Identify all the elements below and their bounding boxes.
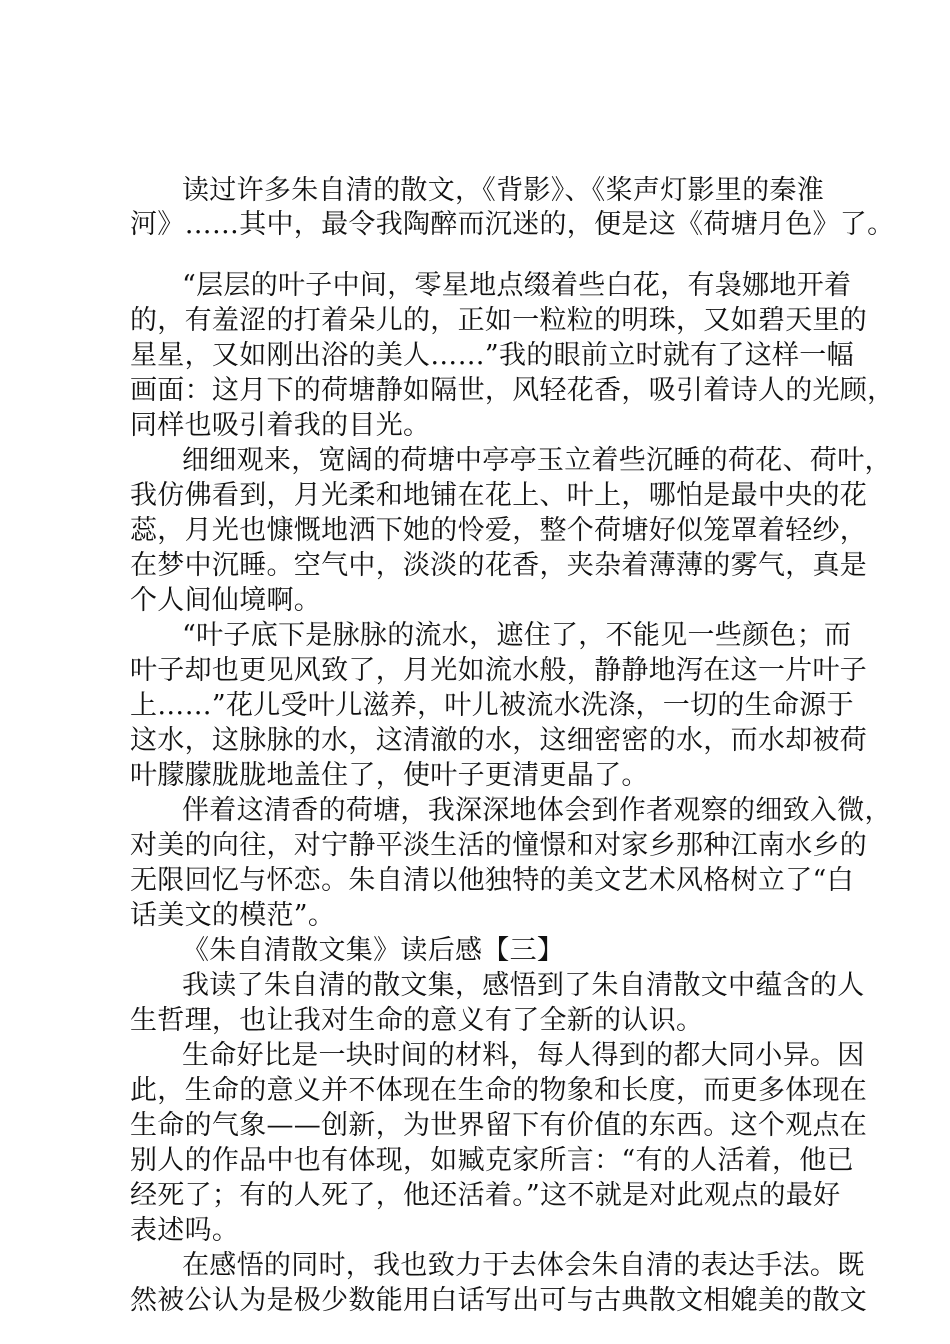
- text-line: 生哲理，也让我对生命的意义有了全新的认识。: [130, 1005, 704, 1036]
- text-line: 细细观来，宽阔的荷塘中亭亭玉立着些沉睡的荷花、荷叶，: [182, 445, 892, 476]
- text-line: “叶子底下是脉脉的流水，遮住了，不能见一些颜色；而: [182, 620, 852, 651]
- text-line: 别人的作品中也有体现，如臧克家所言：“有的人活着，他已: [130, 1145, 854, 1176]
- text-line: 生命的气象——创新，为世界留下有价值的东西。这个观点在: [130, 1110, 868, 1141]
- text-line: 对美的向往，对宁静平淡生活的憧憬和对家乡那种江南水乡的: [130, 830, 868, 861]
- text-line: 我仿佛看到，月光柔和地铺在花上、叶上，哪怕是最中央的花: [130, 480, 868, 511]
- text-line: 河》……其中，最令我陶醉而沉迷的，便是这《荷塘月色》了。: [130, 209, 895, 240]
- text-line: 伴着这清香的荷塘，我深深地体会到作者观察的细致入微，: [182, 795, 892, 826]
- text-line: 个人间仙境啊。: [130, 585, 322, 616]
- text-line: 然被公认为是极少数能用白话写出可与古典散文相媲美的散文: [130, 1285, 868, 1316]
- text-line: 此，生命的意义并不体现在生命的物象和长度，而更多体现在: [130, 1075, 868, 1106]
- text-line: 我读了朱自清的散文集，感悟到了朱自清散文中蕴含的人: [182, 970, 865, 1001]
- text-line: 同样也吸引着我的目光。: [130, 410, 431, 441]
- text-line: 无限回忆与怀恋。朱自清以他独特的美文艺术风格树立了“白: [130, 865, 854, 896]
- text-line: 话美文的模范”。: [130, 900, 336, 931]
- text-line: 星星，又如刚出浴的美人……”我的眼前立时就有了这样一幅: [130, 340, 854, 371]
- text-line: 在梦中沉睡。空气中，淡淡的花香，夹杂着薄薄的雾气，真是: [130, 550, 868, 581]
- text-line: 上……”花儿受叶儿滋养，叶儿被流水洗涤，一切的生命源于: [130, 690, 854, 721]
- text-line: 的，有羞涩的打着朵儿的，正如一粒粒的明珠，又如碧天里的: [130, 305, 868, 336]
- section-heading: 《朱自清散文集》读后感【三】: [182, 935, 565, 966]
- text-line: 叶子却也更见风致了，月光如流水般，静静地泻在这一片叶子: [130, 655, 868, 686]
- text-line: 这水，这脉脉的水，这清澈的水，这细密密的水，而水却被荷: [130, 725, 868, 756]
- text-line: 表述吗。: [130, 1215, 240, 1246]
- text-line: 蕊，月光也慷慨地洒下她的怜爱，整个荷塘好似笼罩着轻纱，: [130, 515, 868, 546]
- text-line: 在感悟的同时，我也致力于去体会朱自清的表达手法。既: [182, 1250, 865, 1281]
- text-line: 经死了；有的人死了，他还活着。”这不就是对此观点的最好: [130, 1180, 841, 1211]
- text-line: 叶朦朦胧胧地盖住了，使叶子更清更晶了。: [130, 760, 649, 791]
- text-line: 生命好比是一块时间的材料，每人得到的都大同小异。因: [182, 1040, 865, 1071]
- text-line: “层层的叶子中间，零星地点缀着些白花，有袅娜地开着: [182, 270, 852, 301]
- text-line: 画面：这月下的荷塘静如隔世，风轻花香，吸引着诗人的光顾，: [130, 375, 895, 406]
- text-line: 读过许多朱自清的散文，《背影》、《桨声灯影里的秦淮: [182, 175, 824, 206]
